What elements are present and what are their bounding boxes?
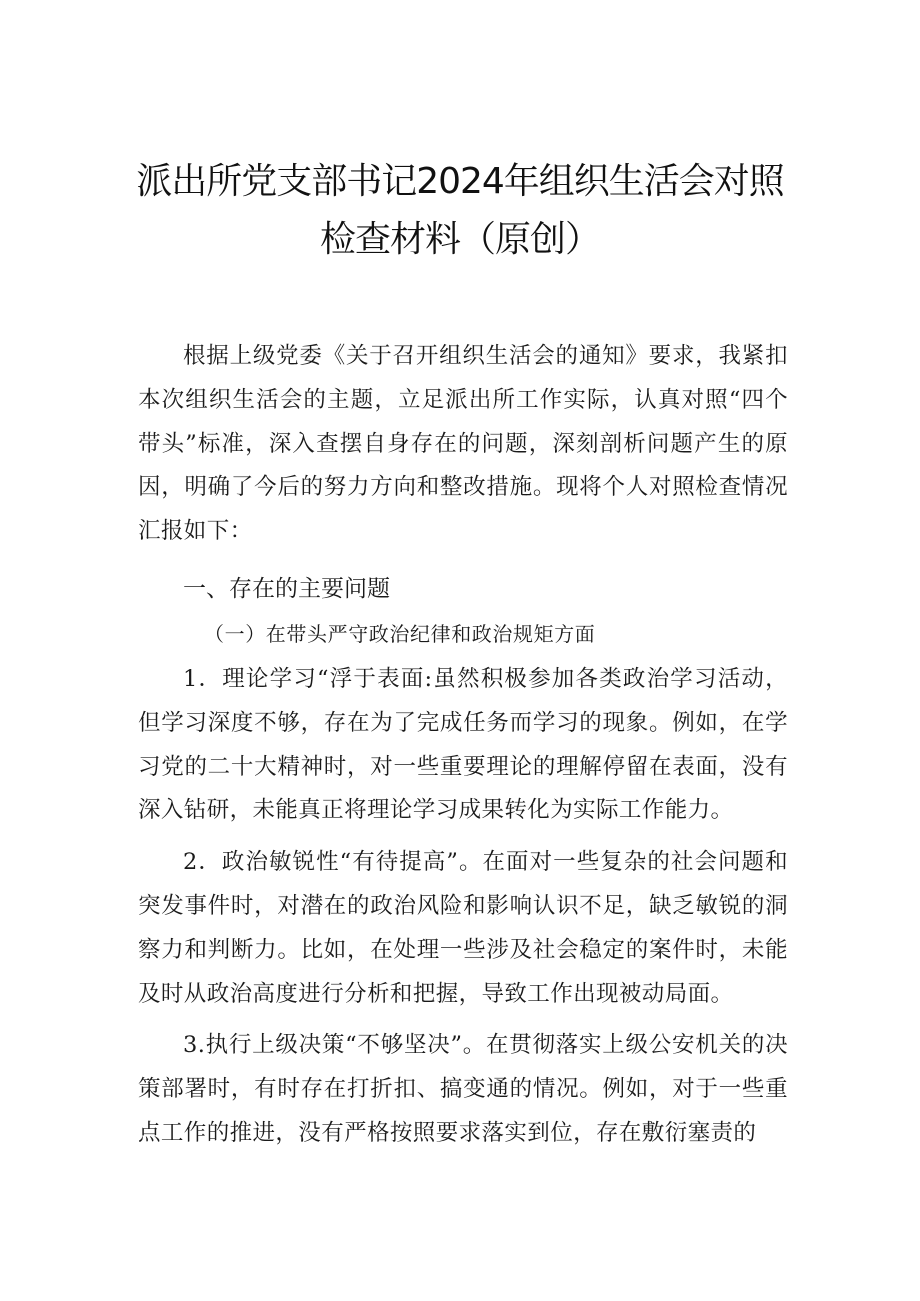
subsection-heading: （一）在带头严守政治纪律和政治规矩方面 xyxy=(204,621,596,646)
intro-paragraph: 根据上级党委《关于召开组织生活会的通知》要求，我紧扣本次组织生活会的主题，立足派出所工作实际，认真对照“四个带头”标准，深入查摆自身存在的问题，深刻剖析问题产生的原因，明确了今后的努力方向和整改措施。现将个人对照检查情况汇报如下： xyxy=(138,343,788,545)
list-item: 1．理论学习“浮于表面:虽然积极参加各类政治学习活动，但学习深度不够，存在为了完成任务而学习的现象。例如，在学习党的二十大精神时，对一些重要理论的理解停留在表面，没有深入钻研，未能真正将理论学习成果转化为实际工作能力。 xyxy=(138,665,788,824)
section-heading: 一、存在的主要问题 xyxy=(183,575,390,602)
list-item: 2．政治敏锐性“有待提高”。在面对一些复杂的社会问题和突发事件时，对潜在的政治风险和影响认识不足，缺乏敏锐的洞察力和判断力。比如，在处理一些涉及社会稳定的案件时，未能及时从政治高度进行分析和把握，导致工作出现被动局面。 xyxy=(138,849,788,1007)
document-title-line-2: 检查材料（原创） xyxy=(319,219,600,260)
list-item: 3.执行上级决策“不够坚决”。在贯彻落实上级公安机关的决策部署时，有时存在打折扣、搞变通的情况。例如，对于一些重点工作的推进，没有严格按照要求落实到位，存在敷衍塞责的 xyxy=(138,1032,788,1146)
document-body xyxy=(138,335,788,1156)
document-title-line-1: 派出所党支部书记2024年组织生活会对照 xyxy=(136,161,784,202)
